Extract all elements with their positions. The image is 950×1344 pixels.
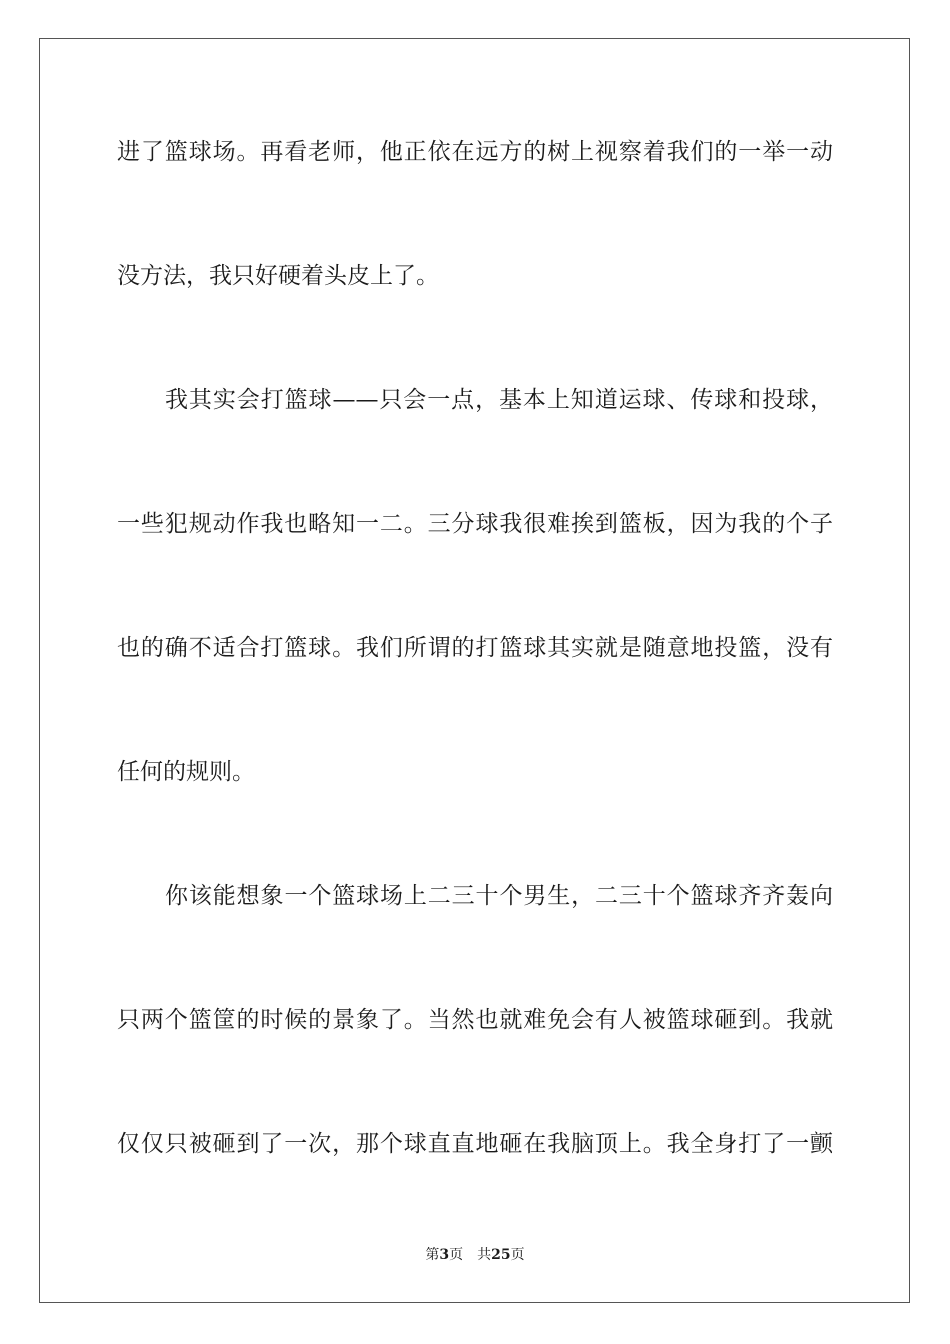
text-line-5: 也的确不适合打篮球。我们所谓的打篮球其实就是随意地投篮，没有	[117, 635, 833, 661]
text-line-8: 只两个篮筐的时候的景象了。当然也就难免会有人被篮球砸到。我就	[117, 1007, 833, 1033]
text-line-6: 任何的规则。	[117, 759, 255, 785]
text-line-9: 仅仅只被砸到了一次，那个球直直地砸在我脑顶上。我全身打了一颤	[117, 1131, 833, 1157]
footer-page-suffix: 页	[449, 1247, 464, 1263]
page-footer	[0, 1246, 950, 1264]
text-line-4: 一些犯规动作我也略知一二。三分球我很难挨到篮板，因为我的个子	[117, 511, 833, 537]
footer-total-suffix: 页	[510, 1247, 525, 1263]
footer-total-prefix: 共	[477, 1247, 492, 1263]
footer-total-pages: 25	[491, 1247, 511, 1263]
text-line-1: 进了篮球场。再看老师，他正依在远方的树上视察着我们的一举一动	[117, 139, 833, 165]
text-line-2: 没方法，我只好硬着头皮上了。	[117, 263, 439, 289]
footer-prefix: 第	[425, 1247, 440, 1263]
footer-page-number: 3	[439, 1247, 450, 1263]
text-line-7: 你该能想象一个篮球场上二三十个男生，二三十个篮球齐齐轰向	[165, 883, 833, 909]
page-border	[39, 38, 910, 1303]
text-line-3: 我其实会打篮球——只会一点，基本上知道运球、传球和投球，	[165, 387, 833, 413]
